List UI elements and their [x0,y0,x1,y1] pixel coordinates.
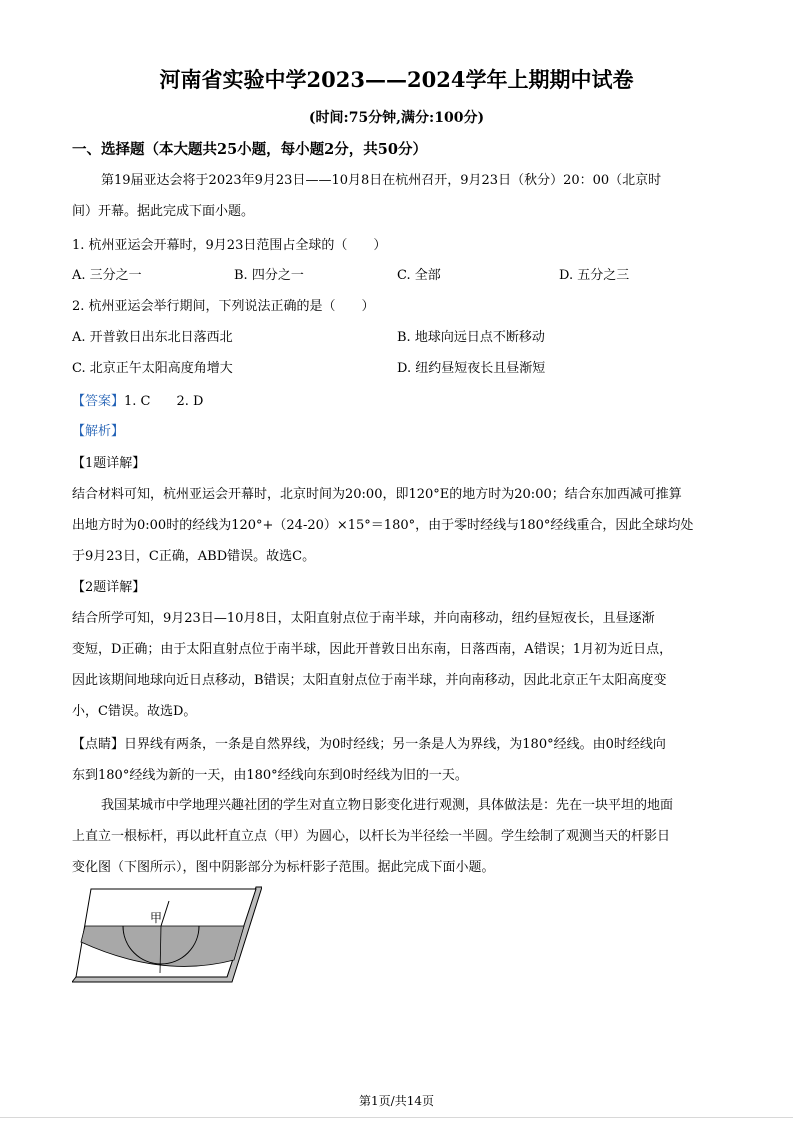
page-title: 河南省实验中学2023——2024学年上期期中试卷 [159,67,634,92]
intro2-line-3: 变化图（下图所示），图中阴影部分为标杆影子范围。据此完成下面小题。 [72,860,495,875]
page-footer: 第1页/共14页 [359,1094,434,1108]
question-1-option-a: A. 三分之一 [72,268,142,283]
detail-2-label: 【2题详解】 [72,580,146,595]
question-2-option-d: D. 纽约昼短夜长且昼渐短 [397,361,546,376]
detail-2-line: 变短，D正确；由于太阳直射点位于南半球，因此开普敦日出东南，日落西南，A错误；1月初为近日点， [72,642,673,657]
question-1-option-d: D. 五分之三 [559,268,630,283]
answer-label: 【答案】 [72,394,125,409]
analysis-label: 【解析】 [72,424,125,439]
question-1-stem: 1. 杭州亚运会开幕时，9月23日范围占全球的（ ） [72,238,387,253]
question-2-option-a: A. 开普敦日出东北日落西北 [72,330,233,345]
tip-line-1 [72,733,666,752]
footer-divider [0,1117,793,1118]
shadow-figure [72,885,262,990]
detail-2-line: 小，C错误。故选D。 [72,704,197,719]
detail-2-line: 因此该期间地球向近日点移动，B错误；太阳直射点位于南半球，并向南移动，因此北京正午太阳高度变 [72,673,667,688]
tip-label: 【点睛】 [72,737,125,752]
intro2-line-1: 我国某城市中学地理兴趣社团的学生对直立物日影变化进行观测，具体做法是：先在一块平坦的地面 [101,798,674,813]
figure-label: 甲 [150,911,163,925]
question-2-option-b: B. 地球向远日点不断移动 [397,330,545,345]
intro-line-1: 第19届亚达会将于2023年9月23日——10月8日在杭州召开，9月23日（秋分）20：00（北京时 [101,173,662,188]
answer-value: 1. C 2. D [124,394,204,409]
detail-1-line: 结合材料可知，杭州亚运会开幕时，北京时间为20:00，即120°E的地方时为20:00；结合东加西减可推算 [72,487,682,502]
question-1-option-b: B. 四分之一 [234,268,304,283]
section-heading: 一、选择题（本大题共25小题，每小题2分，共50分） [72,141,427,158]
exam-info: (时间:75分钟,满分:100分) [308,110,485,126]
question-1-option-c: C. 全部 [397,268,441,283]
detail-1-line: 于9月23日，C正确，ABD错误。故选C。 [72,549,316,564]
detail-1-line: 出地方时为0:00时的经线为120°+（24-20）×15°＝180°，由于零时经线与180°经线重合，因此全球均处 [72,518,694,533]
answer-block [72,390,203,409]
detail-2-line: 结合所学可知，9月23日—10月8日，太阳直射点位于南半球，并向南移动，纽约昼短夜长，且昼逐渐 [72,611,655,626]
question-2-stem: 2. 杭州亚运会举行期间，下列说法正确的是（ ） [72,299,375,314]
tip-text: 日界线有两条，一条是自然界线，为0时经线；另一条是人为界线，为180°经线。由0时经线向 [124,737,666,752]
tip-line-2: 东到180°经线为新的一天，由180°经线向东到0时经线为旧的一天。 [72,768,468,783]
intro-line-2: 间）开幕。据此完成下面小题。 [72,204,255,219]
question-2-option-c: C. 北京正午太阳高度角增大 [72,361,233,376]
intro2-line-2: 上直立一根标杆，再以此杆直立点（甲）为圆心，以杆长为半径绘一半圆。学生绘制了观测当天的杆影日 [72,829,671,844]
detail-1-label: 【1题详解】 [72,456,146,471]
